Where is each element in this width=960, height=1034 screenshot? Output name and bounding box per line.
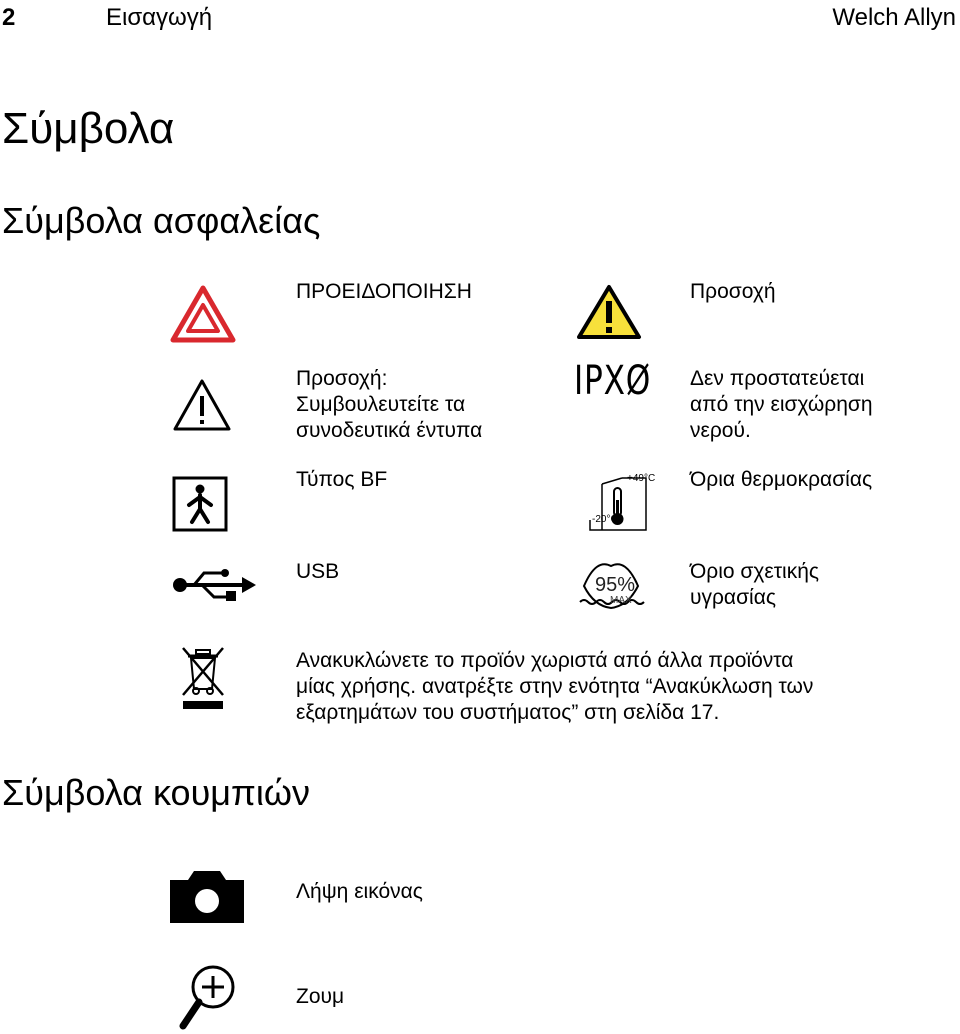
humidity-line: Όριο σχετικής [690,560,819,583]
brand-name: Welch Allyn [832,4,956,31]
temp-upper-label: +49°C [627,473,656,484]
recycle-line: εξαρτημάτων του συστήματος” στη σελίδα 17. [296,701,720,724]
recycle-line: Ανακυκλώνετε το προϊόν χωριστά από άλλα προϊόντα [296,649,794,672]
buttons-heading: Σύμβολα κουμπιών [2,772,310,813]
humidity-max: MAX [610,595,632,606]
page-number: 2 [2,4,16,31]
usb-icon [172,568,258,602]
ipx0-text [690,366,873,444]
temperature-label: Όρια θερμοκρασίας [690,468,873,491]
ipx0-line: νερού. [690,419,751,442]
warning-label: ΠΡΟΕΙΔΟΠΟΙΗΣΗ [296,280,472,303]
page-title: Σύμβολα [2,104,175,153]
camera-icon [170,869,244,923]
ipx0-line: Δεν προστατεύεται [690,367,865,390]
temp-lower-label: -20°C [592,514,618,525]
humidity-line: υγρασίας [690,586,776,609]
recycle-line: μίας χρήσης. ανατρέξτε στην ενότητα “Ανακύκλωση των [296,675,814,698]
ipx0-icon: IPXØ [574,358,652,404]
type-bf-icon [172,476,228,532]
consult-docs-line: Συμβουλευτείτε τα [296,393,466,416]
caution-label: Προσοχή [690,280,776,303]
consult-docs-line: Προσοχή: [296,367,388,390]
safety-heading: Σύμβολα ασφαλείας [2,200,321,241]
zoom-label: Ζουμ [296,985,345,1008]
type-bf-label: Τύπος BF [296,468,388,491]
ipx0-line: από την εισχώρηση [690,393,873,416]
consult-docs-line: συνοδευτικά έντυπα [296,419,483,442]
caution-yellow-triangle-icon [576,284,642,340]
weee-bin-icon [180,645,226,711]
section-name: Εισαγωγή [106,4,213,31]
consult-docs-text [296,366,482,444]
exclamation-triangle-icon [172,378,232,432]
humidity-text [690,559,819,611]
recycle-text [296,648,813,726]
usb-label: USB [296,560,340,583]
capture-label: Λήψη εικόνας [296,880,423,903]
zoom-in-icon [178,962,238,1032]
humidity-value: 95% [595,574,636,596]
warning-triangle-icon [170,285,236,343]
